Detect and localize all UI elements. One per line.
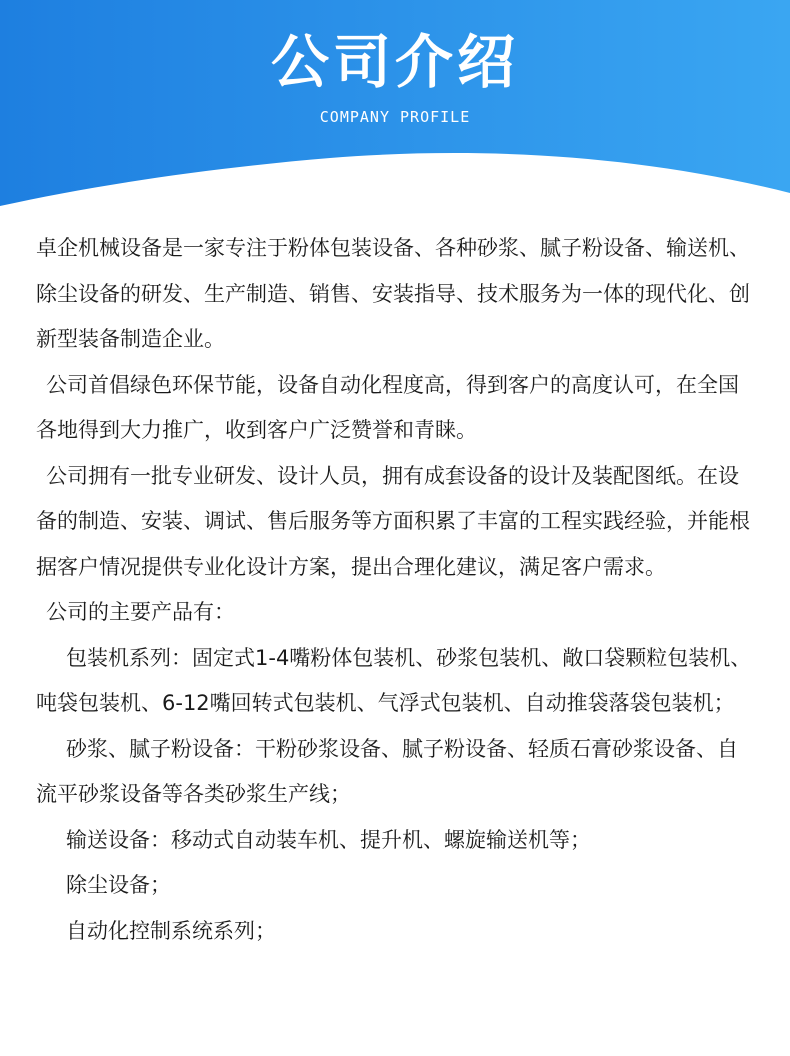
product-item-automation: 自动化控制系统系列；: [66, 918, 276, 943]
page-title: 公司介绍: [270, 28, 519, 96]
product-item-conveying: 输送设备：移动式自动装车机、提升机、螺旋输送机等；: [66, 827, 591, 852]
intro-paragraph: 卓企机械设备是一家专注于粉体包装设备、各种砂浆、腻子粉设备、输送机、除尘设备的研发、生产制造、销售、安装指导、技术服务为一体的现代化、创新型装备制造企业。: [36, 236, 750, 351]
team-paragraph: 公司拥有一批专业研发、设计人员，拥有成套设备的设计及装配图纸。在设备的制造、安装、调试、售后服务等方面积累了丰富的工程实践经验，并能根据客户情况提供专业化设计方案，提出合理化建议，满足客户需求。: [36, 463, 750, 579]
header-banner: [0, 0, 790, 215]
product-item-packaging: 包装机系列：固定式1-4嘴粉体包装机、砂浆包装机、敞口袋颗粒包装机、吨袋包装机、6-12嘴回转式包装机、气浮式包装机、自动推袋落袋包装机；: [36, 645, 752, 715]
product-item-dust-removal: 除尘设备；: [66, 873, 171, 897]
product-item-mortar: 砂浆、腻子粉设备：干粉砂浆设备、腻子粉设备、轻质石膏砂浆设备、自流平砂浆设备等各类砂浆生产线；: [36, 736, 738, 806]
page-subtitle: COMPANY PROFILE: [319, 108, 471, 126]
green-energy-paragraph: 公司首倡绿色环保节能，设备自动化程度高，得到客户的高度认可，在全国各地得到大力推广，收到客户广泛赞誉和青睐。: [36, 372, 739, 442]
products-heading: 公司的主要产品有：: [46, 600, 235, 624]
company-profile-text: [36, 226, 758, 954]
